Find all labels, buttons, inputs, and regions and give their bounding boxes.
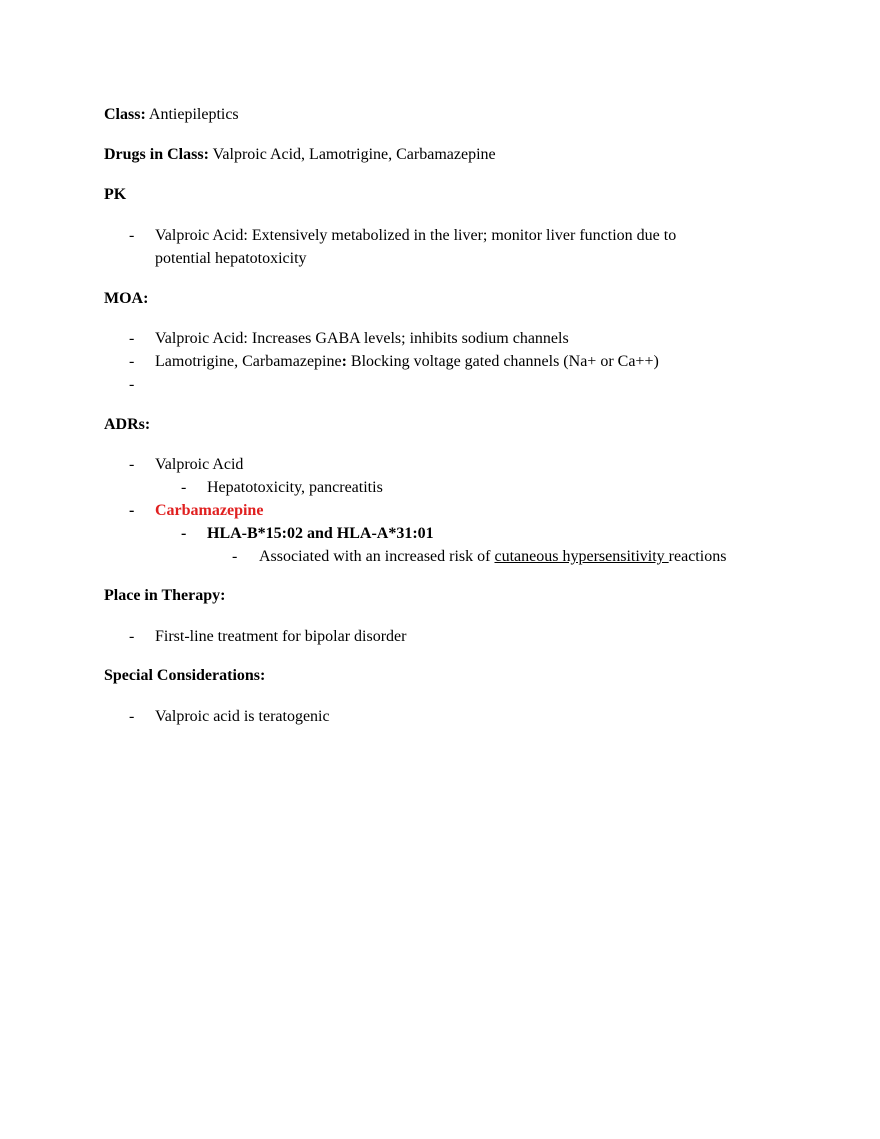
adr-carbamazepine-bullet: - <box>129 502 135 519</box>
moa-item-2-colon: : <box>341 353 347 370</box>
adr-hla-alleles: HLA-B*15:02 and HLA-A*31:01 <box>207 525 434 542</box>
moa-bullet-2: - <box>129 353 135 370</box>
adr-risk-bullet: - <box>232 548 238 565</box>
adr-risk-underlined: cutaneous hypersensitivity <box>494 548 669 565</box>
pk-bullet: - <box>129 227 135 244</box>
moa-item-2-mechanism: Blocking voltage gated channels (Na+ or Ca++) <box>346 353 659 370</box>
class-label: Class: <box>104 106 146 123</box>
adr-valproic-sub-bullet: - <box>181 479 187 496</box>
adr-allele-bullet: - <box>181 525 187 542</box>
drugs-value: Valproic Acid, Lamotrigine, Carbamazepine <box>208 146 496 163</box>
adr-risk-post: reactions <box>668 548 727 565</box>
drugs-line <box>104 143 496 166</box>
moa-bullet-1: - <box>129 330 135 347</box>
special-item: Valproic acid is teratogenic <box>155 708 330 725</box>
moa-item-2-drugs: Lamotrigine, Carbamazepine <box>155 353 342 370</box>
special-bullet: - <box>129 708 135 725</box>
adr-valproic-effects: Hepatotoxicity, pancreatitis <box>207 479 383 496</box>
moa-bullet-3: - <box>129 376 135 393</box>
special-heading: Special Considerations: <box>104 667 266 684</box>
moa-heading: MOA: <box>104 290 149 307</box>
class-line <box>104 103 239 126</box>
pk-heading: PK <box>104 186 127 203</box>
adr-carbamazepine-name: Carbamazepine <box>155 502 264 519</box>
therapy-item: First-line treatment for bipolar disorder <box>155 628 407 645</box>
drugs-label: Drugs in Class: <box>104 146 209 163</box>
adr-risk-pre: Associated with an increased risk of <box>259 548 495 565</box>
therapy-bullet: - <box>129 628 135 645</box>
class-value: Antiepileptics <box>145 106 239 123</box>
moa-item-1: Valproic Acid: Increases GABA levels; inhibits sodium channels <box>155 330 569 347</box>
pk-item-line1: Valproic Acid: Extensively metabolized in the liver; monitor liver function due to <box>155 227 677 244</box>
pk-item-line2: potential hepatotoxicity <box>155 250 307 267</box>
adrs-heading: ADRs: <box>104 416 151 433</box>
adr-valproic-name: Valproic Acid <box>155 456 244 473</box>
adr-risk-text <box>259 545 726 568</box>
moa-item-2 <box>155 350 659 373</box>
adr-valproic-bullet: - <box>129 456 135 473</box>
therapy-heading: Place in Therapy: <box>104 587 226 604</box>
